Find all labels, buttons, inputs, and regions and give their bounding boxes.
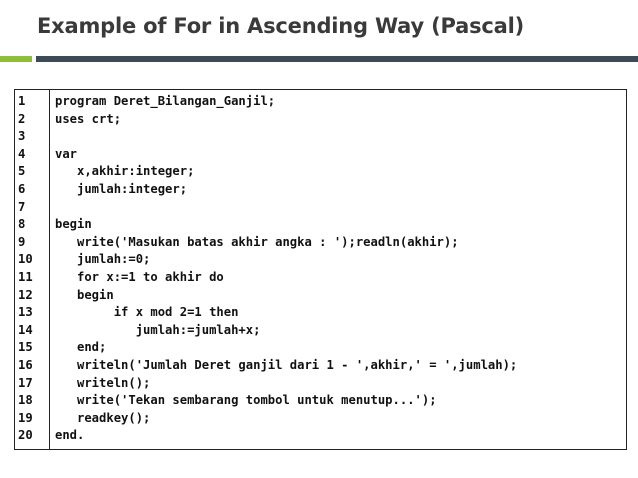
code-line: writeln('Jumlah Deret ganjil dari 1 - ',akhir,' = ',jumlah); (55, 357, 518, 372)
line-number: 10 (18, 252, 33, 267)
code-line: begin (55, 287, 114, 302)
line-number: 6 (18, 181, 26, 196)
line-number-gutter (15, 90, 50, 449)
line-number: 15 (18, 340, 33, 355)
line-number: 5 (18, 164, 26, 179)
line-number: 4 (18, 146, 26, 161)
line-number: 2 (18, 111, 26, 126)
code-line: for x:=1 to akhir do (55, 269, 224, 284)
line-number: 14 (18, 322, 33, 337)
slide-title: Example of For in Ascending Way (Pascal) (37, 14, 525, 38)
code-line: writeln(); (55, 375, 151, 390)
code-line (55, 128, 626, 146)
line-number: 8 (18, 217, 26, 232)
code-line (55, 199, 626, 217)
code-line: end; (55, 340, 107, 355)
code-line: write('Masukan batas akhir angka : ');readln(akhir); (55, 234, 459, 249)
line-number: 11 (18, 269, 33, 284)
accent-bar-green (0, 56, 32, 62)
code-line: program Deret_Bilangan_Ganjil; (55, 94, 276, 108)
line-number: 17 (18, 375, 33, 390)
code-line: readkey(); (55, 410, 151, 425)
line-number: 16 (18, 357, 33, 372)
code-line: uses crt; (55, 111, 122, 126)
line-number: 7 (18, 199, 26, 214)
code-line: begin (55, 217, 92, 232)
code-line: x,akhir:integer; (55, 164, 195, 179)
code-line: if x mod 2=1 then (55, 305, 239, 320)
accent-bar-dark (36, 56, 638, 62)
code-line: jumlah:=0; (55, 252, 151, 267)
code-line: end. (55, 428, 85, 443)
line-number: 18 (18, 393, 33, 408)
line-number: 1 (18, 94, 26, 108)
code-area (50, 90, 626, 449)
code-line: jumlah:integer; (55, 181, 188, 196)
line-number: 3 (18, 129, 26, 144)
code-line: var (55, 146, 78, 161)
code-line: jumlah:=jumlah+x; (55, 322, 261, 337)
line-number: 12 (18, 287, 33, 302)
code-listing (14, 89, 627, 450)
line-number: 9 (18, 234, 26, 249)
line-number: 13 (18, 305, 33, 320)
code-line: write('Tekan sembarang tombol untuk menutup...'); (55, 393, 437, 408)
line-number: 20 (18, 428, 33, 443)
line-number: 19 (18, 410, 33, 425)
